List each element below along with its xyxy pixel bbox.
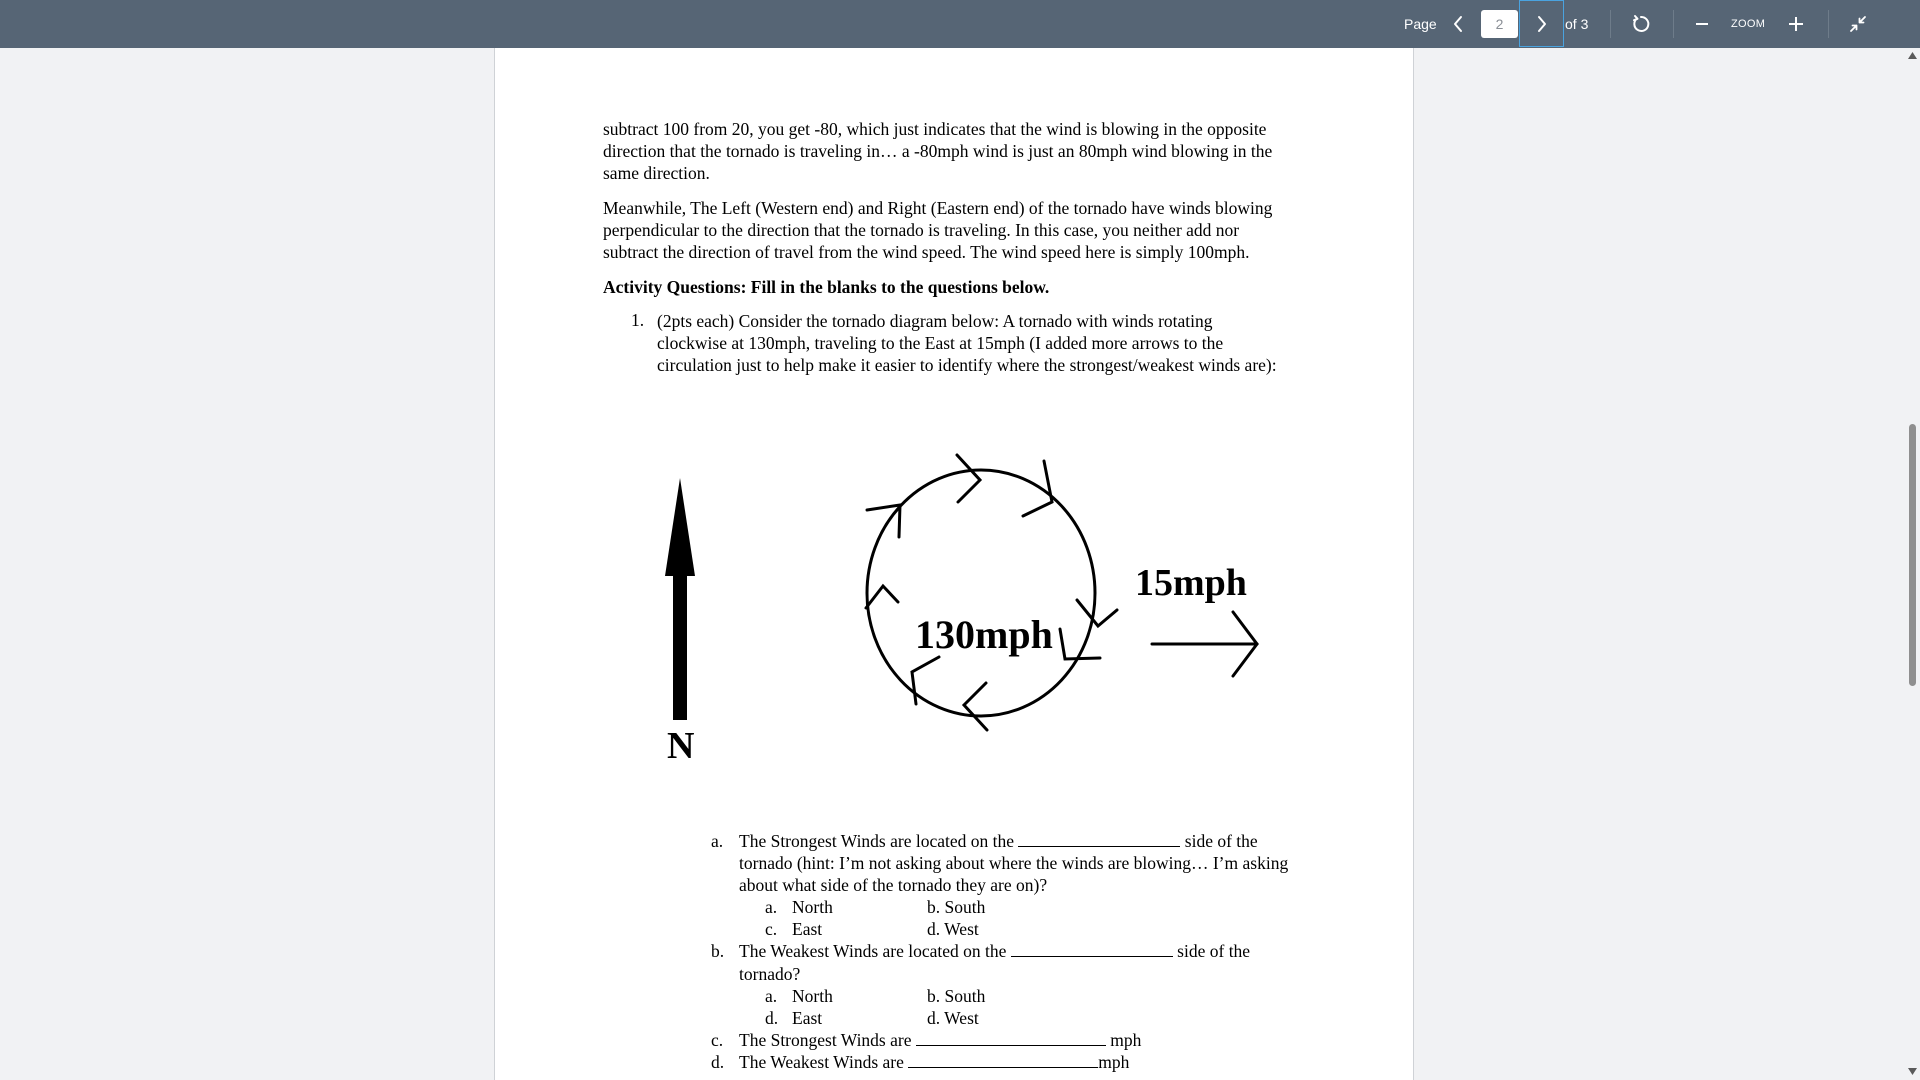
rotate-button[interactable] [1629,0,1653,48]
activity-heading: Activity Questions: Fill in the blanks to the questions below. [603,277,1050,297]
zoom-out-button[interactable] [1693,0,1711,48]
text-segment: The Weakest Winds are [739,1052,904,1072]
text-line: tornado (hint: I’m not asking about where the winds are blowing… I’m asking [739,853,1289,873]
scroll-up-arrow-icon[interactable] [1908,52,1917,59]
plus-icon [1788,16,1804,32]
sub-question-c-line [739,1030,1141,1051]
total-pages-label: of 3 [1565,16,1589,32]
collapse-icon [1849,15,1867,33]
next-page-button[interactable] [1519,0,1564,47]
option-text: b. South [927,986,986,1006]
text-segment: side of the [1177,941,1251,961]
text-segment: side of the [1184,831,1258,851]
sub-question-marker: d. [711,1052,725,1072]
travel-arrow [1152,612,1257,676]
option-marker: a. [765,986,778,1006]
sub-question-marker: c. [711,1030,724,1050]
tornado-diagram [495,48,1415,808]
sub-question-d-line [739,1052,1129,1073]
page-number-input[interactable] [1481,10,1518,38]
viewer-toolbar [0,0,1920,48]
rotation-speed-label: 130mph [915,612,1053,657]
text-line: perpendicular to the direction that the tornado is traveling. In this case, you neither add nor [603,220,1240,240]
toolbar-divider [1828,10,1829,38]
answer-blank[interactable] [908,1052,1098,1068]
option-text: North [792,897,833,917]
sub-question-marker: a. [711,831,724,851]
text-segment: The Weakest Winds are located on the [739,941,1007,961]
sub-question-a-line [739,831,1258,852]
text-line: same direction. [603,163,710,183]
option-marker: c. [765,919,778,939]
question-number: 1. [631,310,645,330]
minus-icon [1695,17,1709,31]
answer-blank[interactable] [916,1030,1106,1046]
travel-speed-label: 15mph [1135,562,1247,604]
text-line: about what side of the tornado they are on)? [739,875,1048,895]
option-text: b. South [927,897,986,917]
answer-blank[interactable] [1018,831,1180,847]
option-marker: d. [765,1008,779,1028]
page-label: Page [1404,16,1437,32]
toolbar-divider [1673,10,1674,38]
text-line: circulation just to help make it easier to identify where the strongest/weakest winds are): [657,355,1277,375]
rotation-arrows [866,455,1117,730]
text-line: (2pts each) Consider the tornado diagram below: A tornado with winds rotating [657,311,1213,331]
scrollbar-thumb[interactable] [1909,424,1916,686]
chevron-left-icon [1452,15,1464,33]
text-line: subtract the direction of travel from the wind speed. The wind speed here is simply 100mph. [603,242,1250,262]
document-page [494,48,1414,1080]
exit-fullscreen-button[interactable] [1847,0,1869,48]
chevron-right-icon [1536,15,1548,33]
rotate-icon [1631,14,1651,34]
text-line: clockwise at 130mph, traveling to the East at 15mph (I added more arrows to the [657,333,1224,353]
page-content [495,48,1415,1080]
toolbar-divider [1610,10,1611,38]
text-line: subtract 100 from 20, you get -80, which just indicates that the wind is blowing in the opposite [603,119,1267,139]
sub-question-b-line [739,941,1250,962]
text-segment: mph [1110,1030,1142,1050]
text-line: tornado? [739,964,801,984]
prev-page-button[interactable] [1447,0,1469,48]
text-segment: The Strongest Winds are located on the [739,831,1015,851]
text-line: Meanwhile, The Left (Western end) and Right (Eastern end) of the tornado have winds blowing [603,198,1273,218]
option-text: East [792,919,823,939]
option-text: North [792,986,833,1006]
text-segment: mph [1098,1052,1130,1072]
zoom-in-button[interactable] [1787,0,1805,48]
answer-blank[interactable] [1011,941,1173,957]
zoom-label: ZOOM [1731,18,1766,30]
option-marker: a. [765,897,778,917]
option-text: d. West [927,1008,979,1028]
vertical-scrollbar[interactable] [1905,48,1920,1080]
north-label: N [667,725,695,767]
scroll-down-arrow-icon[interactable] [1908,1068,1917,1075]
text-line: direction that the tornado is traveling in… a -80mph wind is just an 80mph wind blowing in the [603,141,1273,161]
sub-question-marker: b. [711,941,725,961]
option-text: d. West [927,919,979,939]
option-text: East [792,1008,823,1028]
north-arrow [665,478,695,720]
text-segment: The Strongest Winds are [739,1030,912,1050]
